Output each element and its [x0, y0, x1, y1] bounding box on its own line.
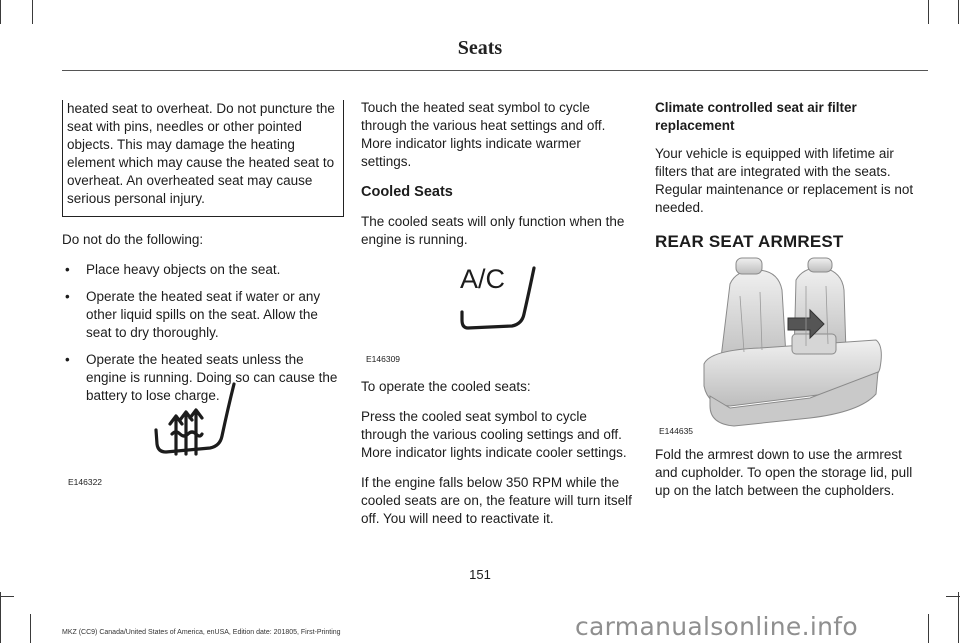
paragraph: If the engine falls below 350 RPM while the cooled seats are on, the feature will turn itself off. You will need to reactivate it. — [361, 475, 632, 526]
section-heading: Cooled Seats — [361, 184, 453, 200]
header-rule — [62, 70, 928, 71]
paragraph: Press the cooled seat symbol to cycle through the various cooling settings and off. More indicator lights indicate cooler settings. — [361, 409, 627, 460]
footer-text: MKZ (CC9) Canada/United States of America, enUSA, Edition date: 201805, First-Printing — [62, 629, 341, 636]
column-right-lower — [655, 446, 927, 512]
list-item-text: Operate the heated seats unless the engine is running. Doing so can cause the battery to lose charge. — [86, 352, 338, 403]
list-item — [62, 261, 344, 279]
paragraph: Fold the armrest down to use the armrest and cupholder. To open the storage lid, pull up on the latch between the cupholders. — [655, 447, 913, 498]
intro-text: Do not do the following: — [62, 232, 204, 247]
heated-seat-icon — [150, 378, 242, 460]
list-item — [62, 288, 344, 342]
paragraph: The cooled seats will only function when the engine is running. — [361, 214, 625, 247]
list-item-text: Operate the heated seat if water or any other liquid spills on the seat. Allow the seat to dry thoroughly. — [86, 289, 321, 340]
crop-mark — [0, 596, 14, 597]
section-title: REAR SEAT ARMREST — [655, 232, 844, 251]
crop-mark — [0, 592, 1, 643]
crop-mark — [32, 0, 33, 24]
watermark: carmanualsonline.info — [575, 612, 858, 641]
figure-code: E144635 — [659, 426, 694, 436]
column-left — [62, 100, 344, 417]
figure-code: E146322 — [68, 477, 103, 487]
bullet-glyph: • — [65, 352, 70, 367]
page-number: 151 — [469, 567, 491, 582]
crop-mark — [928, 614, 929, 643]
rear-seat-illustration — [700, 256, 884, 436]
figure-code: E146309 — [366, 354, 401, 364]
bullet-glyph: • — [65, 262, 70, 277]
bullet-glyph: • — [65, 289, 70, 304]
page-title: Seats — [457, 37, 503, 59]
warning-box — [62, 100, 344, 217]
ac-label: A/C — [460, 264, 506, 294]
crop-mark — [958, 592, 959, 643]
paragraph: To operate the cooled seats: — [361, 379, 531, 394]
list-item-text: Place heavy objects on the seat. — [86, 262, 281, 277]
paragraph: Touch the heated seat symbol to cycle through the various heat settings and off. More indicator lights indicate warmer settings. — [361, 100, 606, 169]
column-middle — [361, 99, 633, 261]
crop-mark — [928, 0, 929, 24]
crop-mark — [30, 614, 31, 643]
cooled-seat-figure — [458, 262, 548, 334]
column-right — [655, 99, 927, 251]
paragraph: Your vehicle is equipped with lifetime air filters that are integrated with the seats. Regular maintenance or replacement is not needed. — [655, 146, 914, 215]
column-middle-lower — [361, 378, 633, 540]
warning-text: heated seat to overheat. Do not puncture the seat with pins, needles or other pointed objects. This may damage the heating element which may cause the heated seat to overheat. An overheated seat may cause serious personal injury. — [67, 101, 335, 206]
crop-mark — [958, 0, 959, 24]
subsection-heading: Climate controlled seat air filter replacement — [655, 100, 857, 133]
crop-mark — [0, 0, 1, 24]
